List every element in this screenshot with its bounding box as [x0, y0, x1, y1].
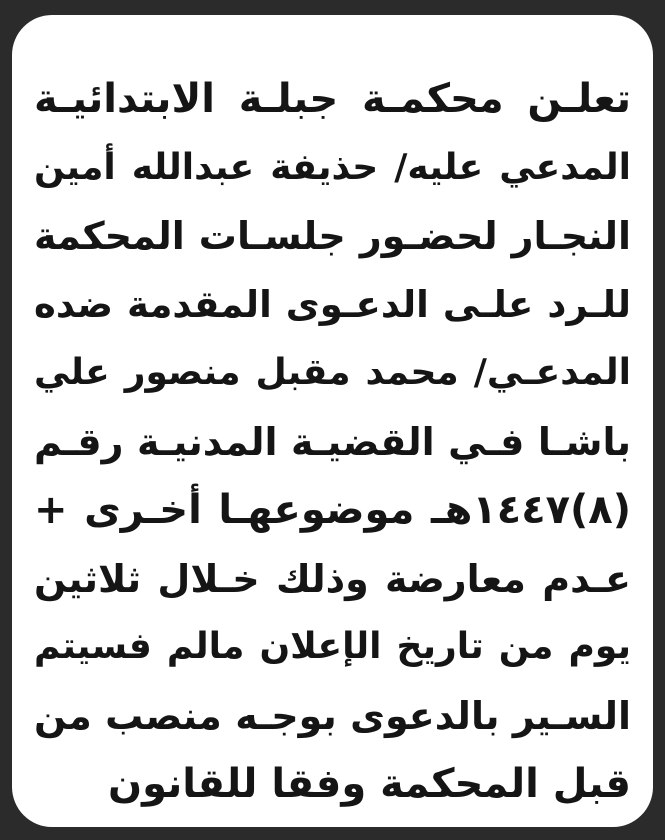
notice-line: المدعـي/ محمد مقبل منصور علي	[34, 352, 631, 393]
notice-line: باشـا فـي القضيـة المدنيـة رقـم	[34, 419, 631, 464]
notice-body	[34, 65, 631, 819]
notice-line: تعلـن محكمـة جبلـة الابتدائيـة	[34, 76, 631, 122]
notice-line: (٨)١٤٤٧هـ موضوعهـا أخـرى +	[34, 487, 631, 533]
notice-line: السـير بالدعوى بوجـه منصب من	[34, 693, 631, 738]
notice-line: يوم من تاريخ الإعلان مالم فسيتم	[34, 626, 631, 667]
court-notice-card	[12, 15, 653, 827]
notice-line: قبل المحكمة وفقا للقانون	[108, 761, 631, 807]
notice-line: المدعي عليه/ حذيفة عبدالله أمين	[34, 146, 631, 188]
notice-line: للـرد علـى الدعـوى المقدمة ضده	[34, 282, 631, 326]
notice-line: النجـار لحضـور جلسـات المحكمة	[34, 214, 631, 258]
notice-line: عـدم معارضة وذلك خـلال ثلاثين	[34, 556, 631, 601]
